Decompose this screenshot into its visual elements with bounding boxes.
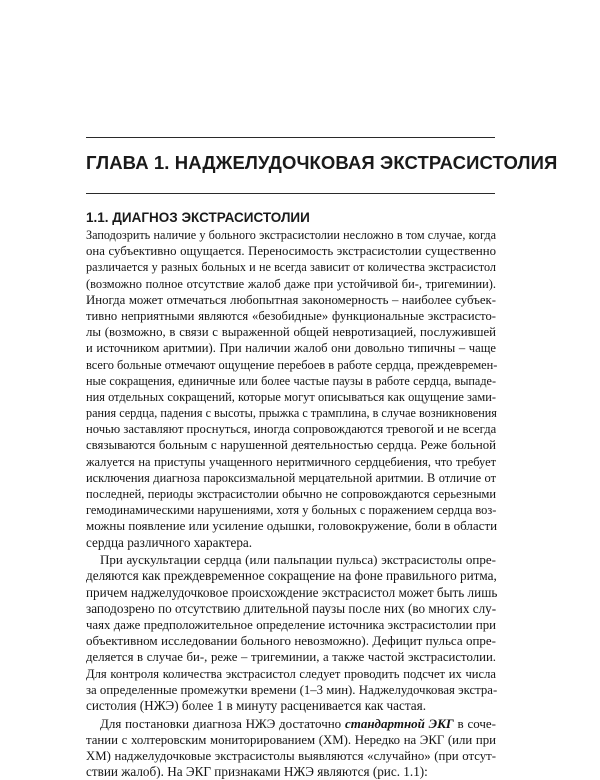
text-line: связываются больным с нарушенной деятельностью сердца. Реже больной — [86, 438, 496, 453]
emphasized-term: стандартной ЭКГ — [344, 715, 454, 731]
text-line: жалуется на приступы учащенного неритмичного сердцебиения, что требует — [86, 454, 496, 469]
text-line: чаях даже предположительное определение источника экстрасистолии при — [86, 618, 496, 632]
text-line: за определенные промежутки времени (1–3 мин). Наджелудочковая экстра- — [86, 682, 498, 697]
text-line: ные сокращения, единичные или более частые паузы в работе сердца, выпаде- — [86, 373, 496, 388]
text-line: ночью заставляют проснуться, иногда сопровождаются тревогой и не всегда — [86, 422, 497, 437]
text-line: различается у разных больных и не всегда зависит от количества экстрасистол — [86, 260, 496, 275]
text-line: Заподозрить наличие у больного экстрасистолии несложно в том случае, когда — [86, 228, 496, 242]
text-line: рания сердца, падения с высоты, прыжка с трамплина, в случае возникновения — [86, 406, 497, 421]
chapter-rule-top — [86, 137, 495, 138]
paragraph-3 — [86, 716, 496, 780]
text-line: ния отдельных сокращений, которые могут описываться как ощущение зами- — [86, 389, 496, 404]
text-line: и источником аритмии). При наличии жалоб они довольно типичны – чаще — [86, 341, 496, 356]
text-line: сердца различного характера. — [86, 534, 253, 550]
body-text — [86, 227, 496, 780]
text-line: исключения диагноза пароксизмальной мерцательной аритмии. В отличие от — [86, 470, 496, 485]
text-fragment: Для постановки диагноза НЖЭ достаточно — [100, 715, 342, 731]
text-line: При аускультации сердца (или пальпации пульса) экстрасистолы опре- — [100, 552, 496, 568]
text-line: объективном исследовании больного невозможно). Дефицит пульса опре- — [86, 633, 496, 649]
text-line: тании с холтеровским мониторированием (ХМ). Нередко на ЭКГ (или при — [86, 732, 496, 747]
text-line: систолия (НЖЭ) более 1 в минуту расценивается как частая. — [86, 697, 427, 713]
text-line: тивно неприятными являются «безобидные» функциональные экстрасисто- — [86, 308, 496, 323]
text-line — [86, 716, 496, 732]
text-line: ХМ) наджелудочковые экстрасистолы выявляются «случайно» (при отсут- — [86, 749, 496, 763]
chapter-title: ГЛАВА 1. НАДЖЕЛУДОЧКОВАЯ ЭКСТРАСИСТОЛИЯ — [86, 152, 558, 173]
text-line: лы (возможно, в связи с выраженной общей невротизацией, послужившей — [86, 325, 496, 340]
text-line: (возможно полное отсутствие жалоб даже при устойчивой би-, тригеминии). — [86, 276, 496, 291]
paragraph-2 — [86, 552, 496, 714]
text-line: деляются как преждевременное сокращение на фоне правильного ритма, — [86, 568, 497, 584]
text-line: Для контроля количества экстрасистол следует проводить подсчет их числа — [86, 666, 496, 681]
text-line: заподозрено по отсутствию длительной паузы после них (во многих слу- — [86, 600, 497, 616]
chapter-rule-bottom — [86, 193, 495, 194]
text-fragment: в соче- — [457, 715, 497, 731]
text-line: гемодинамическими нарушениями, хотя у больных с поражением сердца воз- — [86, 503, 497, 518]
text-line: можны появление или усиление одышки, головокружение, боли в области — [86, 518, 498, 534]
text-line: ствии жалоб). На ЭКГ признаками НЖЭ являются (рис. 1.1): — [86, 764, 428, 780]
section-title: 1.1. ДИАГНОЗ ЭКСТРАСИСТОЛИИ — [86, 210, 310, 225]
text-line: Иногда может отмечаться любопытная закономерность – наиболее субъек- — [86, 292, 496, 307]
text-line: она субъективно ощущается. Переносимость экстрасистолии существенно — [86, 244, 496, 259]
text-line: причем наджелудочковое происхождение экстрасистол может быть лишь — [86, 584, 498, 600]
paragraph-1 — [86, 227, 496, 551]
text-line: последней, периоды экстрасистолии обычно не сопровождаются серьезными — [86, 487, 496, 501]
text-line: деляется в случае би-, реже – тригеминии, а также частой экстрасистолии. — [86, 650, 496, 665]
text-line: всего больные отмечают ощущение перебоев в работе сердца, преждевремен- — [86, 357, 498, 372]
